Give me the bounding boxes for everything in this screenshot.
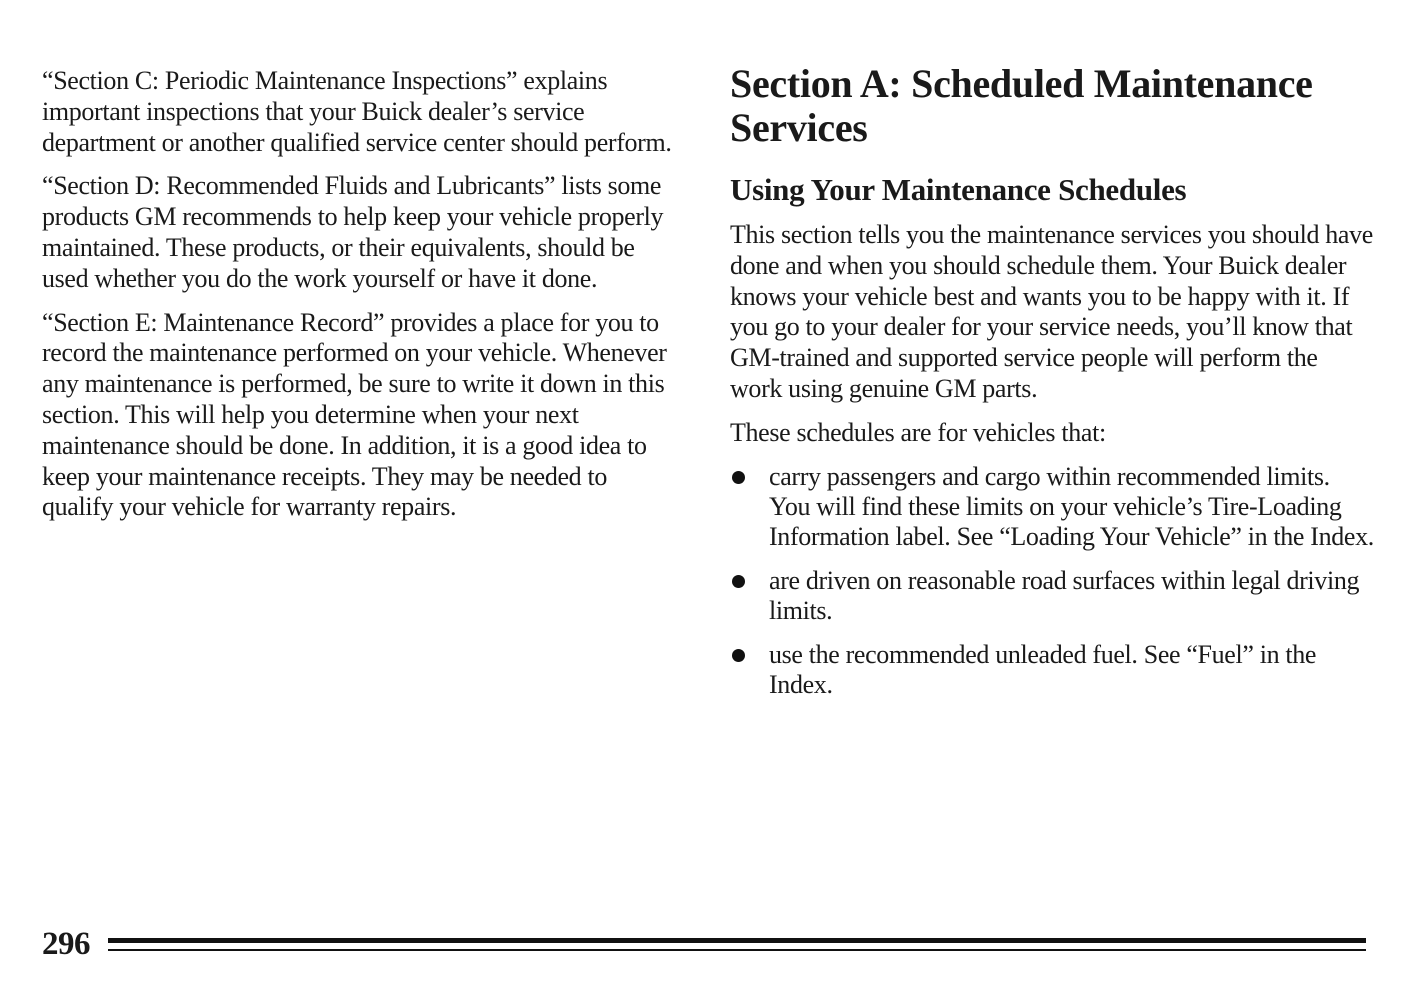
left-column <box>42 66 684 523</box>
section-title: Section A: Scheduled Maintenance Services <box>730 61 1313 150</box>
subsection-title: Using Your Maintenance Schedules <box>730 172 1187 207</box>
intro-paragraph: This section tells you the maintenance services you should have done and when you should schedule them. Your Buick dealer knows your vehicle best and wants you to be happy with it. If you go to your dealer for your service needs, you’ll know that GM-trained and supported service people will perform the work using genuine GM parts. <box>730 220 1373 403</box>
bullet-icon <box>732 649 745 662</box>
conditions-list <box>730 462 1375 701</box>
list-item-text: carry passengers and cargo within recommended limits. You will find these limits on your vehicle’s Tire-Loading Information label. See “Loading Your Vehicle” in the Index. <box>769 461 1374 552</box>
right-column <box>730 62 1375 700</box>
list-item <box>730 566 1375 627</box>
section-d-paragraph: “Section D: Recommended Fluids and Lubricants” lists some products GM recommends to help keep your vehicle properly maintained. These products, or their equivalents, should be used whether you do the work yourself or have it done. <box>42 171 664 293</box>
list-item-text: use the recommended unleaded fuel. See “Fuel” in the Index. <box>769 639 1317 700</box>
page-footer <box>42 922 1366 964</box>
bullet-icon <box>732 575 745 588</box>
page-number: 296 <box>42 926 90 962</box>
footer-rule-thin <box>108 949 1366 951</box>
bullet-icon <box>732 471 745 484</box>
section-e-paragraph: “Section E: Maintenance Record” provides a place for you to record the maintenance performed on your vehicle. Whenever any maintenance is performed, be sure to write it down in this section. This will help you determine when your next maintenance should be done. In addition, it is a good idea to keep your maintenance receipts. They may be needed to qualify your vehicle for warranty repairs. <box>42 307 667 522</box>
list-item <box>730 462 1375 553</box>
list-lead: These schedules are for vehicles that: <box>730 417 1106 447</box>
section-c-paragraph: “Section C: Periodic Maintenance Inspections” explains important inspections that your Buick dealer’s service department or another qualified service center should perform. <box>42 66 672 157</box>
footer-rule-thick <box>108 938 1366 943</box>
list-item <box>730 640 1375 701</box>
list-item-text: are driven on reasonable road surfaces within legal driving limits. <box>769 565 1360 626</box>
